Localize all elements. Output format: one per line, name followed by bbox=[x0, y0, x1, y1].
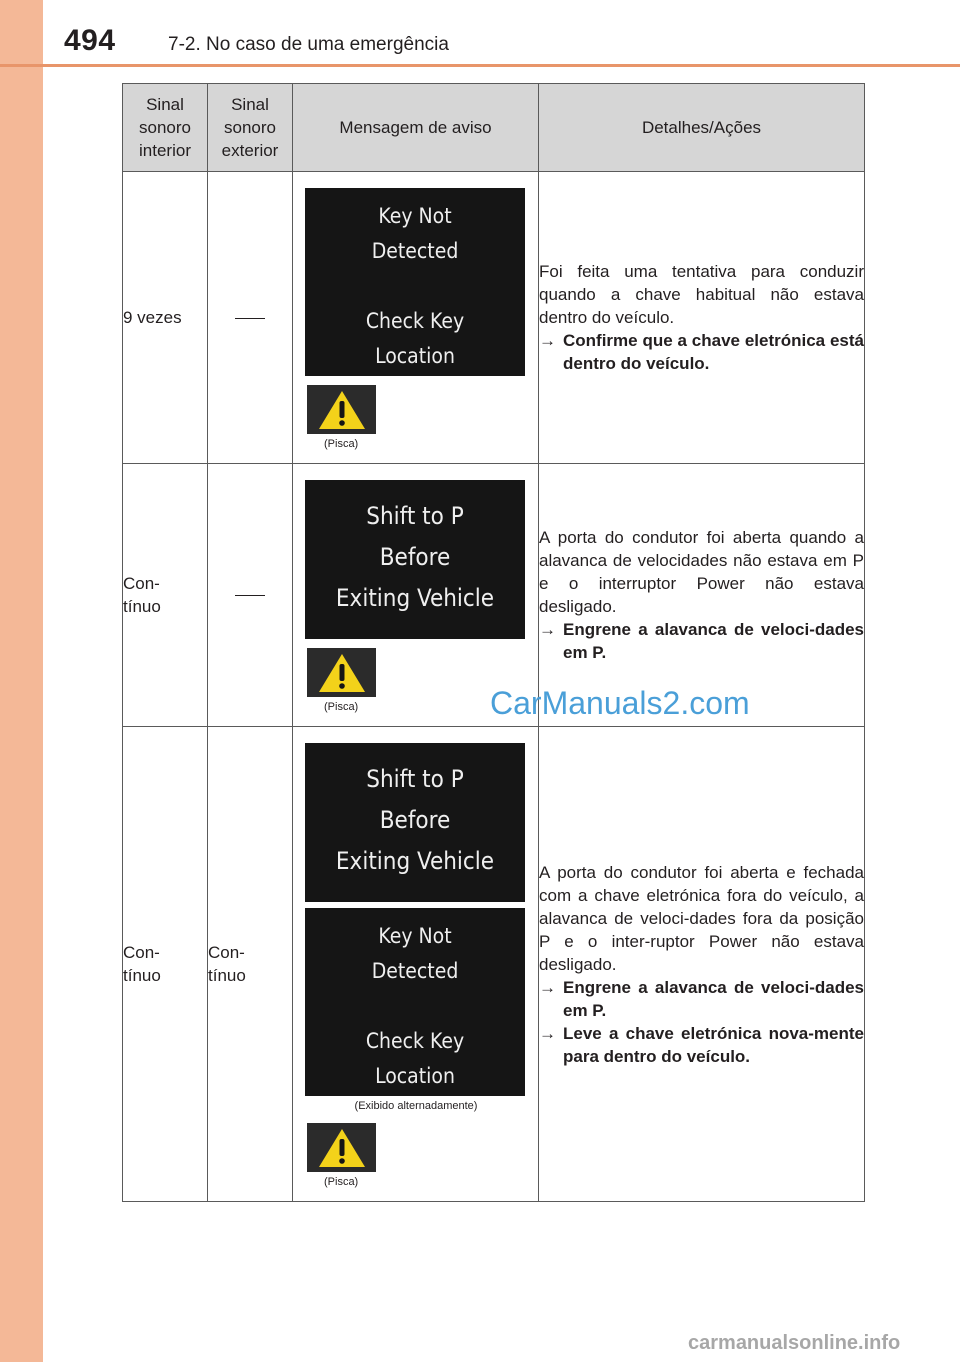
details-cell bbox=[539, 172, 865, 464]
action-item: → Engrene a alavanca de veloci-dades em P. bbox=[539, 977, 864, 1020]
warning-table bbox=[122, 83, 865, 1202]
blink-caption: (Pisca) bbox=[324, 701, 359, 713]
display-shift-to-p: Shift to P Before Exiting Vehicle bbox=[305, 743, 525, 902]
action-item: → Confirme que a chave eletrónica está dentro do veículo. bbox=[539, 331, 864, 373]
side-color-strip bbox=[0, 0, 43, 1362]
warning-triangle-icon bbox=[307, 385, 376, 434]
exterior-buzzer-cell: Con- tínuo bbox=[208, 727, 293, 1202]
header-interior-buzzer: Sinal sonoro interior bbox=[123, 84, 208, 172]
exterior-buzzer-cell bbox=[208, 172, 293, 464]
action-item: → Engrene a alavanca de veloci-dades em P. bbox=[539, 620, 864, 662]
alternating-caption: (Exibido alternadamente) bbox=[354, 1100, 478, 1112]
section-title: 7-2. No caso de uma emergência bbox=[168, 34, 449, 55]
header-warning-message: Mensagem de aviso bbox=[293, 84, 539, 172]
table-row bbox=[123, 727, 865, 1202]
none-dash bbox=[235, 318, 265, 319]
exterior-buzzer-cell bbox=[208, 464, 293, 727]
header-exterior-buzzer: Sinal sonoro exterior bbox=[208, 84, 293, 172]
table-row bbox=[123, 172, 865, 464]
header-rule bbox=[0, 64, 960, 67]
interior-buzzer-cell: 9 vezes bbox=[123, 172, 208, 464]
interior-buzzer-cell: Con- tínuo bbox=[123, 727, 208, 1202]
none-dash bbox=[235, 595, 265, 596]
action-item: → Leve a chave eletrónica nova-mente para dentro do veículo. bbox=[539, 1023, 864, 1066]
details-text: Foi feita uma tentativa para conduzir quando a chave habitual não estava dentro do veículo. bbox=[539, 262, 864, 327]
details-text: A porta do condutor foi aberta e fechada com a chave eletrónica fora do veículo, a alavanca de veloci-dades fora da posição P e o inter-ruptor Power não estava desligado. bbox=[539, 862, 864, 974]
arrow-icon: → bbox=[539, 331, 556, 350]
arrow-icon: → bbox=[539, 620, 556, 639]
warning-triangle-icon bbox=[307, 648, 376, 697]
details-cell bbox=[539, 727, 865, 1202]
warning-message-cell bbox=[293, 172, 539, 464]
display-shift-to-p: Shift to P Before Exiting Vehicle bbox=[305, 480, 525, 639]
watermark: CarManuals2.com bbox=[490, 685, 750, 721]
footer-watermark: carmanualsonline.info bbox=[688, 1332, 901, 1354]
warning-triangle-icon bbox=[307, 1123, 376, 1172]
display-key-not-detected: Key Not Detected Check Key Location bbox=[305, 908, 525, 1096]
table-header-row bbox=[123, 84, 865, 172]
blink-caption: (Pisca) bbox=[324, 438, 359, 450]
display-key-not-detected: Key Not Detected Check Key Location bbox=[305, 188, 525, 376]
warning-message-cell bbox=[293, 727, 539, 1202]
details-text: A porta do condutor foi aberta quando a alavanca de velocidades não estava em P e o interruptor Power não estava desligado. bbox=[539, 528, 864, 616]
blink-caption: (Pisca) bbox=[324, 1176, 359, 1188]
interior-buzzer-cell: Con- tínuo bbox=[123, 464, 208, 727]
arrow-icon: → bbox=[539, 977, 556, 997]
header-details-actions: Detalhes/Ações bbox=[539, 84, 865, 172]
page-number: 494 bbox=[64, 24, 116, 57]
arrow-icon: → bbox=[539, 1023, 556, 1043]
